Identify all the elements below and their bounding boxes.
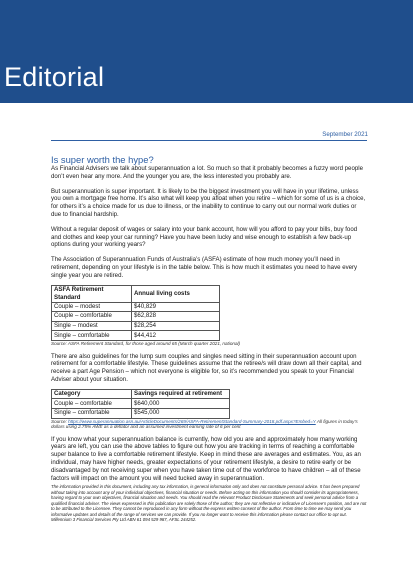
table-row bbox=[52, 321, 220, 331]
table-cell: $28,254 bbox=[132, 321, 220, 331]
paragraph-intro: As Financial Advisers we talk about superannuation a lot. So much so that it probably becomes a fuzzy word people don’t even hear any more. And the younger you are, the less interested you probably are. bbox=[51, 165, 363, 180]
table-cell: Couple – comfortable bbox=[52, 312, 132, 322]
table-cell: Single – comfortable bbox=[52, 331, 132, 341]
table-cell: Single – comfortable bbox=[52, 408, 132, 418]
table-row bbox=[52, 331, 220, 341]
header-rule bbox=[51, 140, 367, 141]
table-row bbox=[52, 408, 230, 418]
table-header-cell: Category bbox=[52, 389, 132, 399]
table-row bbox=[52, 302, 220, 312]
paragraph-tracking: If you know what your superannuation balance is currently, how old you are and approximately how many working years are left, you can use the above tables to figure out how you are tracking in terms of reaching a comfortable super balance to live a comfortable retirement lifestyle. Keep in mind these are averages and estimates. You, as an individual, may have higher needs, greater expectations of your retirement lifestyle, a desire to retire early or be disadvantaged by not receiving super when you have taken time out of the workforce to have children – all of these factors will impact on the amount you will need tucked away in superannuation. bbox=[51, 435, 361, 482]
table-header-row bbox=[52, 285, 220, 302]
source-prefix: Source: bbox=[51, 418, 69, 424]
article-body bbox=[51, 154, 367, 522]
table-header-cell: ASFA Retirement Standard bbox=[52, 285, 132, 302]
banner-title: Editorial bbox=[4, 62, 105, 92]
paragraph-deposit: Without a regular deposit of wages or salary into your bank account, how will you afford to pay your bills, buy food and clothes and keep your car running? Have you have been lucky and wise enough to establish a few back-up options during your working years? bbox=[51, 225, 358, 249]
table-cell: $545,000 bbox=[132, 408, 230, 418]
editorial-banner bbox=[0, 0, 413, 103]
asfa-retirement-table bbox=[51, 285, 220, 341]
table-row bbox=[52, 399, 230, 409]
paragraph-guidelines: There are also guidelines for the lump sum couples and singles need sitting in their superannuation account upon retirement for a comfortable lifestyle. These guidelines assume that the retiree/s will draw down all their capital, and receive a part Age Pension – which not everyone is eligible for, so it’s recommended you speak to your Financial Adviser about your situation. bbox=[51, 352, 362, 383]
article-heading: Is super worth the hype? bbox=[51, 154, 154, 165]
table-cell: $40,829 bbox=[132, 302, 220, 312]
disclaimer-text: The information provided in this document, including any tax information, is general information only and does not constitute personal advice. It has been prepared without taking into account any of your individual objectives, financial situation or needs. Before acting on this information you should consider its appropriateness, having regard to your own objectives, financial situation and needs. You should read the relevant Product Disclosure Statements and seek personal advice from a qualified financial adviser. The views expressed in this publication are solely those of the author; they are not reflective or indicative of Licensee’s position, and are not to be attributed to the Licensee. They cannot be reproduced in any form without the express written consent of the author. From time to time we may send you informative updates and details of the range of services we can provide. If you no longer want to receive this information please contact our office to opt out. Millennium 3 Financial Services Pty Ltd ABN 61 094 529 987, AFSL 244252. bbox=[51, 484, 367, 522]
source-note: All figures in today’s dollars using 2.75% AWE as a deflator and an assumed investment earning rate of 6 per cent bbox=[51, 418, 358, 430]
table-cell: Couple – modest bbox=[52, 302, 132, 312]
paragraph-asfa: The Association of Superannuation Funds of Australia’s (ASFA) estimate of how much money you’ll need in retirement, depending on your lifestyle is in the table below. This is how much it estimates you need to have every single year you are retired. bbox=[51, 256, 358, 279]
table1-source: Source: ASFA Retirement Standard, for those aged around 65 (March quarter 2021, national) bbox=[51, 340, 241, 346]
table-cell: Couple – comfortable bbox=[52, 399, 132, 409]
publication-date: September 2021 bbox=[322, 131, 368, 138]
table-row bbox=[52, 312, 220, 322]
table-header-cell: Annual living costs bbox=[132, 285, 220, 302]
table-cell: $44,412 bbox=[132, 331, 220, 341]
table-header-cell: Savings required at retirement bbox=[132, 389, 230, 399]
asfa-source-link[interactable]: https://www.superannuation.asn.au/ArticleDocuments/269/ASFA-RetirementStandard-Summary-2018.pdf.aspx?Embed=Y bbox=[68, 418, 316, 424]
table-cell: Single – modest bbox=[52, 321, 132, 331]
savings-required-table bbox=[51, 389, 230, 419]
table2-source bbox=[51, 419, 367, 430]
paragraph-importance: But superannuation is super important. It is likely to be the biggest investment you will have in your lifetime, unless you own a mortgage free home. It’s also what will keep you afloat when you retire – which for some of us is a choice, for others it’s a choice made for us due to illness, or the inability to continue to carry out our normal work duties or due to financial hardship. bbox=[51, 187, 366, 218]
table-cell: $62,828 bbox=[132, 312, 220, 322]
table-cell: $640,000 bbox=[132, 399, 230, 409]
table-header-row bbox=[52, 389, 230, 399]
